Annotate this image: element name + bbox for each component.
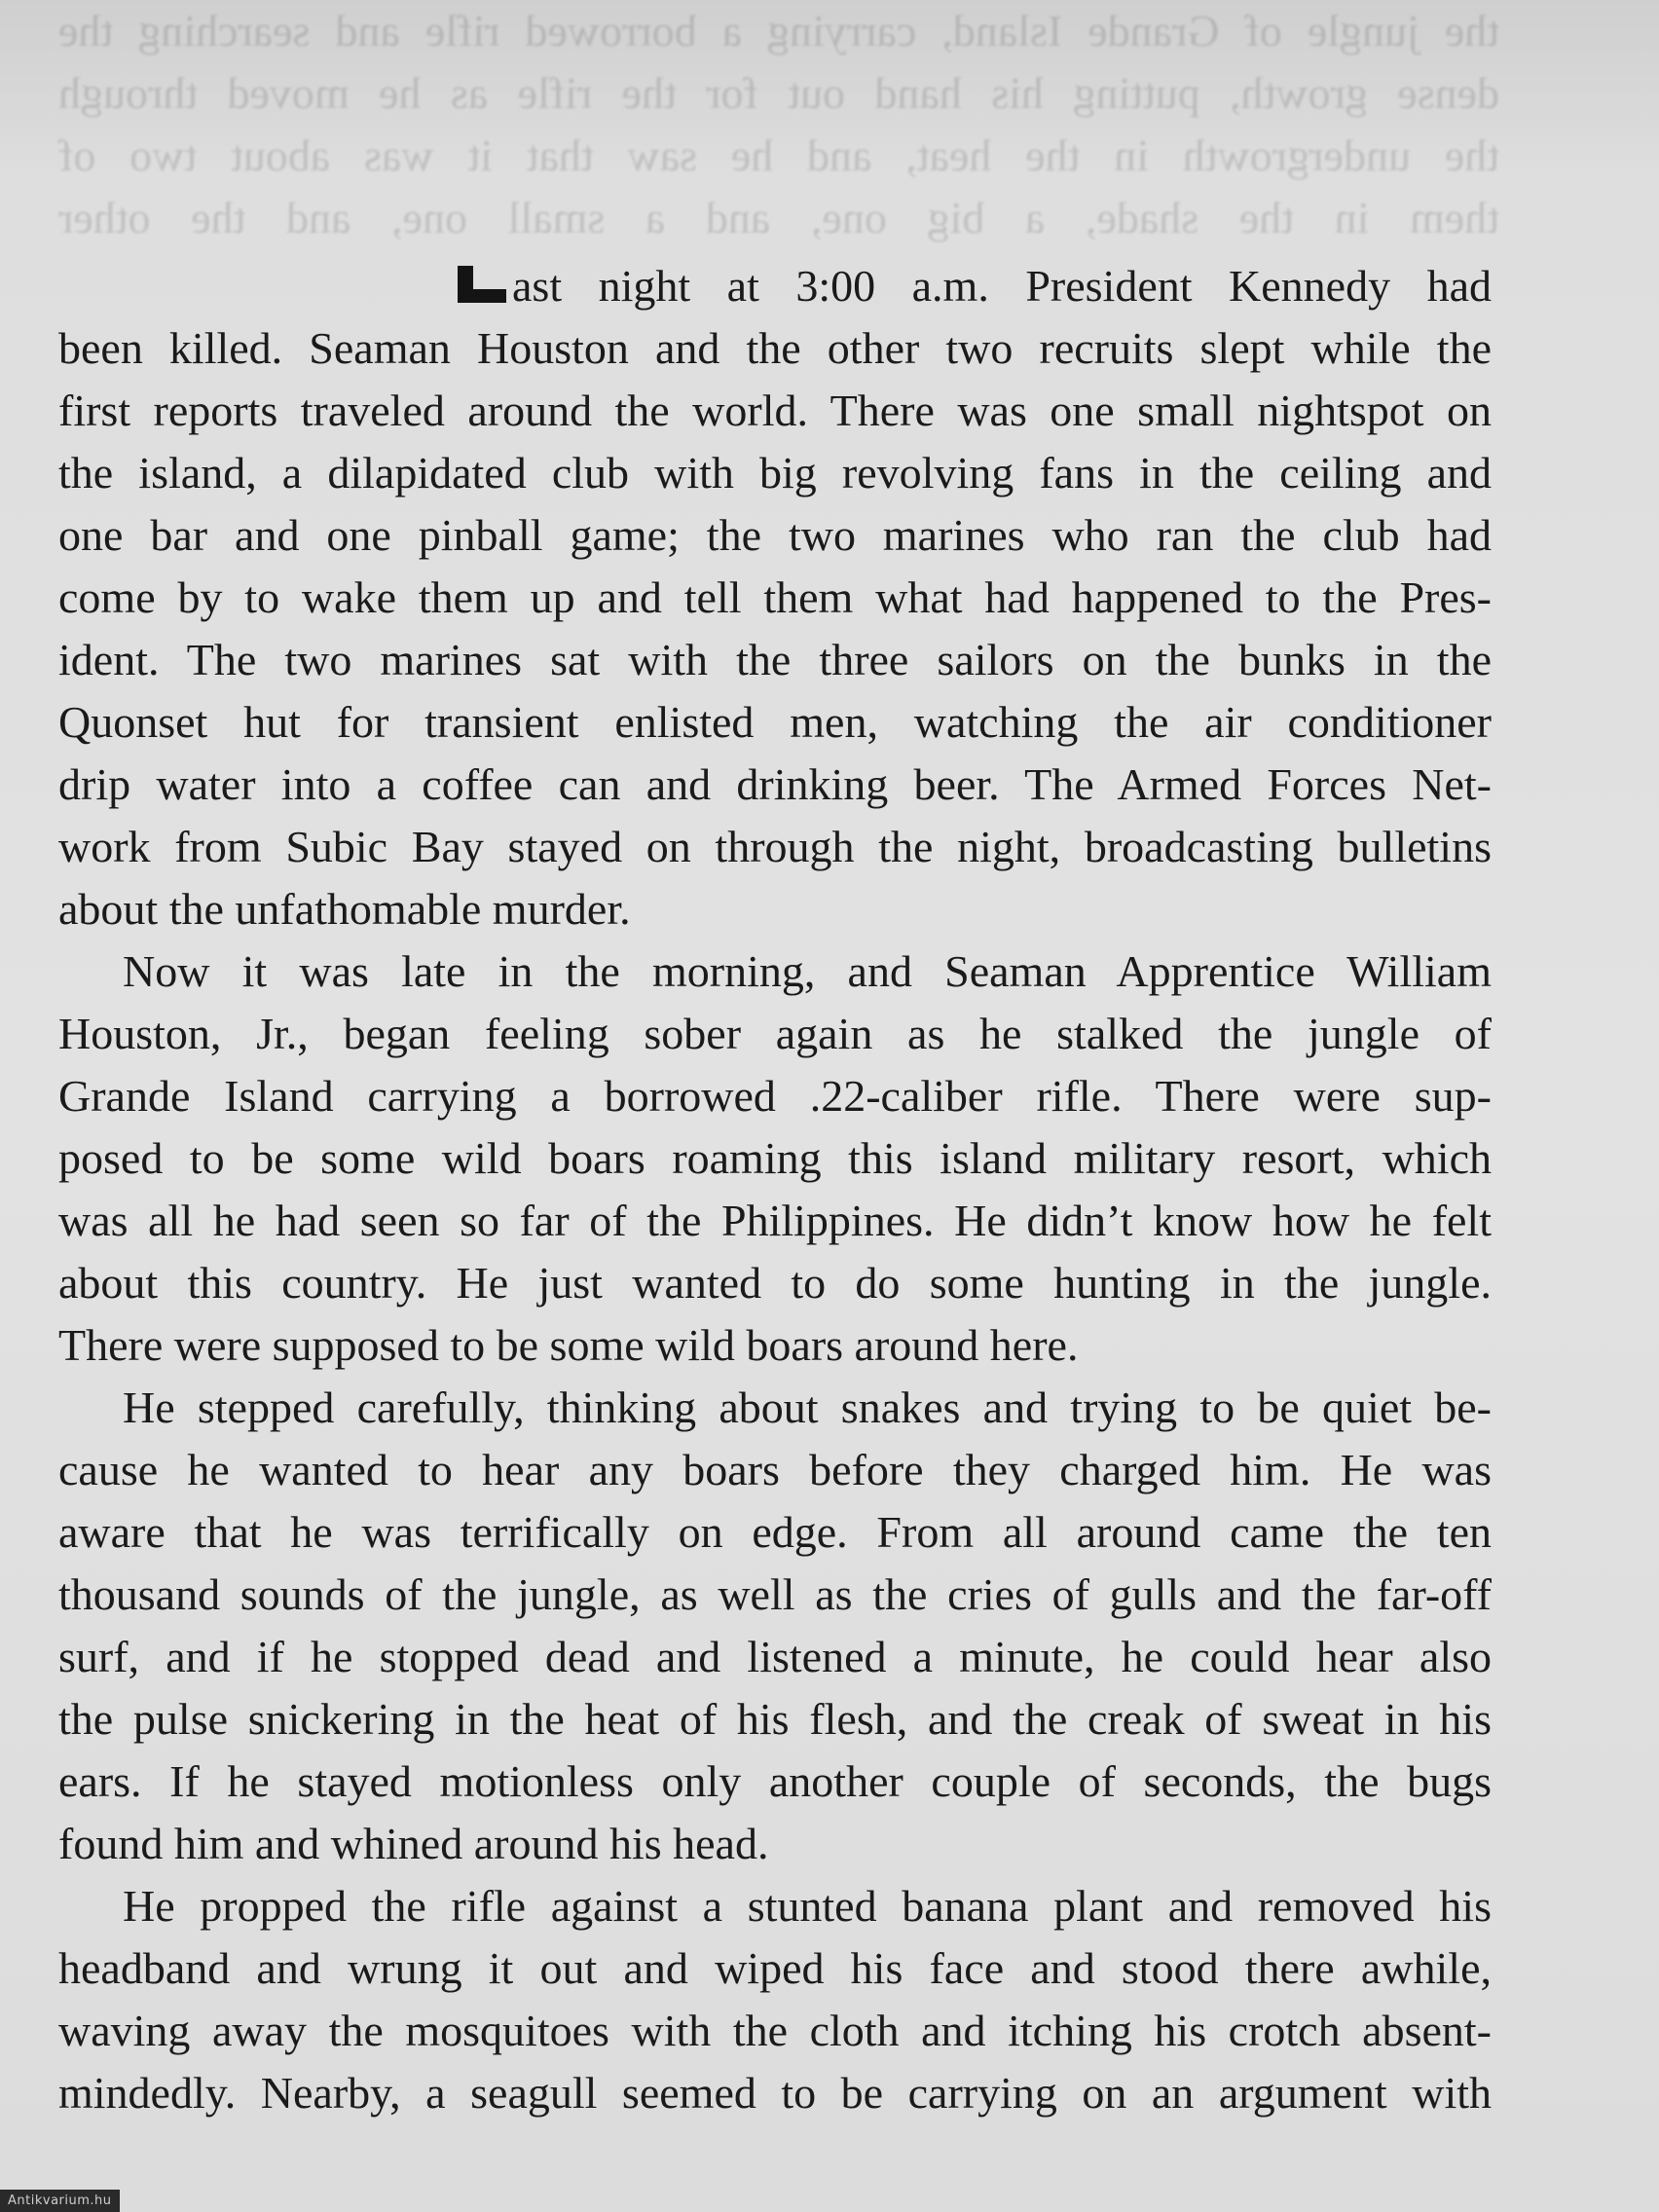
text-line: found him and whined around his head.: [58, 1819, 769, 1868]
paragraph-4: [58, 1875, 1492, 2124]
text-line: about the unfathomable murder.: [58, 884, 631, 934]
paragraph-2: [58, 940, 1492, 1377]
text-line: first reports traveled around the world. There was one small nightspot on: [58, 386, 1492, 435]
text-line: Houston, Jr., began feeling sober again as he stalked the jungle of: [58, 1009, 1492, 1058]
text-line: one bar and one pinball game; the two marines who ran the club had: [58, 510, 1492, 560]
drop-cap-l-icon: [458, 266, 506, 303]
text-line: mindedly. Nearby, a seagull seemed to be carrying on an argument with: [58, 2068, 1492, 2118]
text-line: There were supposed to be some wild boars around here.: [58, 1320, 1079, 1370]
text-line: aware that he was terrifically on edge. From all around came the ten: [58, 1507, 1492, 1557]
bleed-line: dense growth, putting his hand out for the rifle as he moved through: [58, 68, 1499, 118]
bleed-through-text: [58, 0, 1499, 243]
text-line: was all he had seen so far of the Philippines. He didn’t know how he felt: [58, 1196, 1492, 1245]
bleed-line: the undergrowth in the heat, and he saw that it was about two of: [58, 130, 1499, 180]
text-line: work from Subic Bay stayed on through the night, broadcasting bulletins: [58, 822, 1492, 871]
text-line: headband and wrung it out and wiped his face and stood there awhile,: [58, 1943, 1492, 1993]
text-line: Quonset hut for transient enlisted men, watching the air conditioner: [58, 697, 1492, 747]
paragraph-1: [58, 255, 1492, 940]
text-line: about this country. He just wanted to do some hunting in the jungle.: [58, 1258, 1492, 1308]
bleed-line: the jungle of Grande Island, carrying a borrowed rifle and searching the: [58, 6, 1499, 55]
text-line: come by to wake them up and tell them what had happened to the Pres-: [58, 572, 1492, 622]
text-line: ears. If he stayed motionless only another couple of seconds, the bugs: [58, 1756, 1492, 1806]
text-line: He propped the rifle against a stunted banana plant and removed his: [123, 1881, 1492, 1931]
text-line: cause he wanted to hear any boars before they charged him. He was: [58, 1445, 1492, 1494]
text-line: posed to be some wild boars roaming this island military resort, which: [58, 1133, 1492, 1183]
text-line: Grande Island carrying a borrowed .22-caliber rifle. There were sup-: [58, 1071, 1492, 1121]
text-line: the island, a dilapidated club with big revolving fans in the ceiling and: [58, 448, 1492, 498]
text-line: been killed. Seaman Houston and the other two recruits slept while the: [58, 323, 1492, 373]
watermark: Antikvarium.hu: [0, 2190, 120, 2212]
text-line: surf, and if he stopped dead and listened a minute, he could hear also: [58, 1632, 1492, 1681]
text-line: [58, 255, 1492, 317]
bleed-line: them in the shade, a big one, and a small one, and the other: [58, 193, 1499, 242]
text-line: He stepped carefully, thinking about snakes and trying to be quiet be-: [123, 1382, 1492, 1432]
body-text: [58, 255, 1492, 2124]
text-line: drip water into a coffee can and drinking beer. The Armed Forces Net-: [58, 759, 1492, 809]
text-line: waving away the mosquitoes with the cloth and itching his crotch absent-: [58, 2006, 1492, 2055]
text-line: thousand sounds of the jungle, as well as the cries of gulls and the far-off: [58, 1569, 1492, 1619]
text-line: Now it was late in the morning, and Seaman Apprentice William: [123, 946, 1492, 996]
text-line: ident. The two marines sat with the three sailors on the bunks in the: [58, 635, 1492, 684]
paragraph-3: [58, 1377, 1492, 1875]
text-line-content: ast night at 3:00 a.m. President Kennedy had: [512, 261, 1492, 311]
text-line: the pulse snickering in the heat of his flesh, and the creak of sweat in his: [58, 1694, 1492, 1744]
